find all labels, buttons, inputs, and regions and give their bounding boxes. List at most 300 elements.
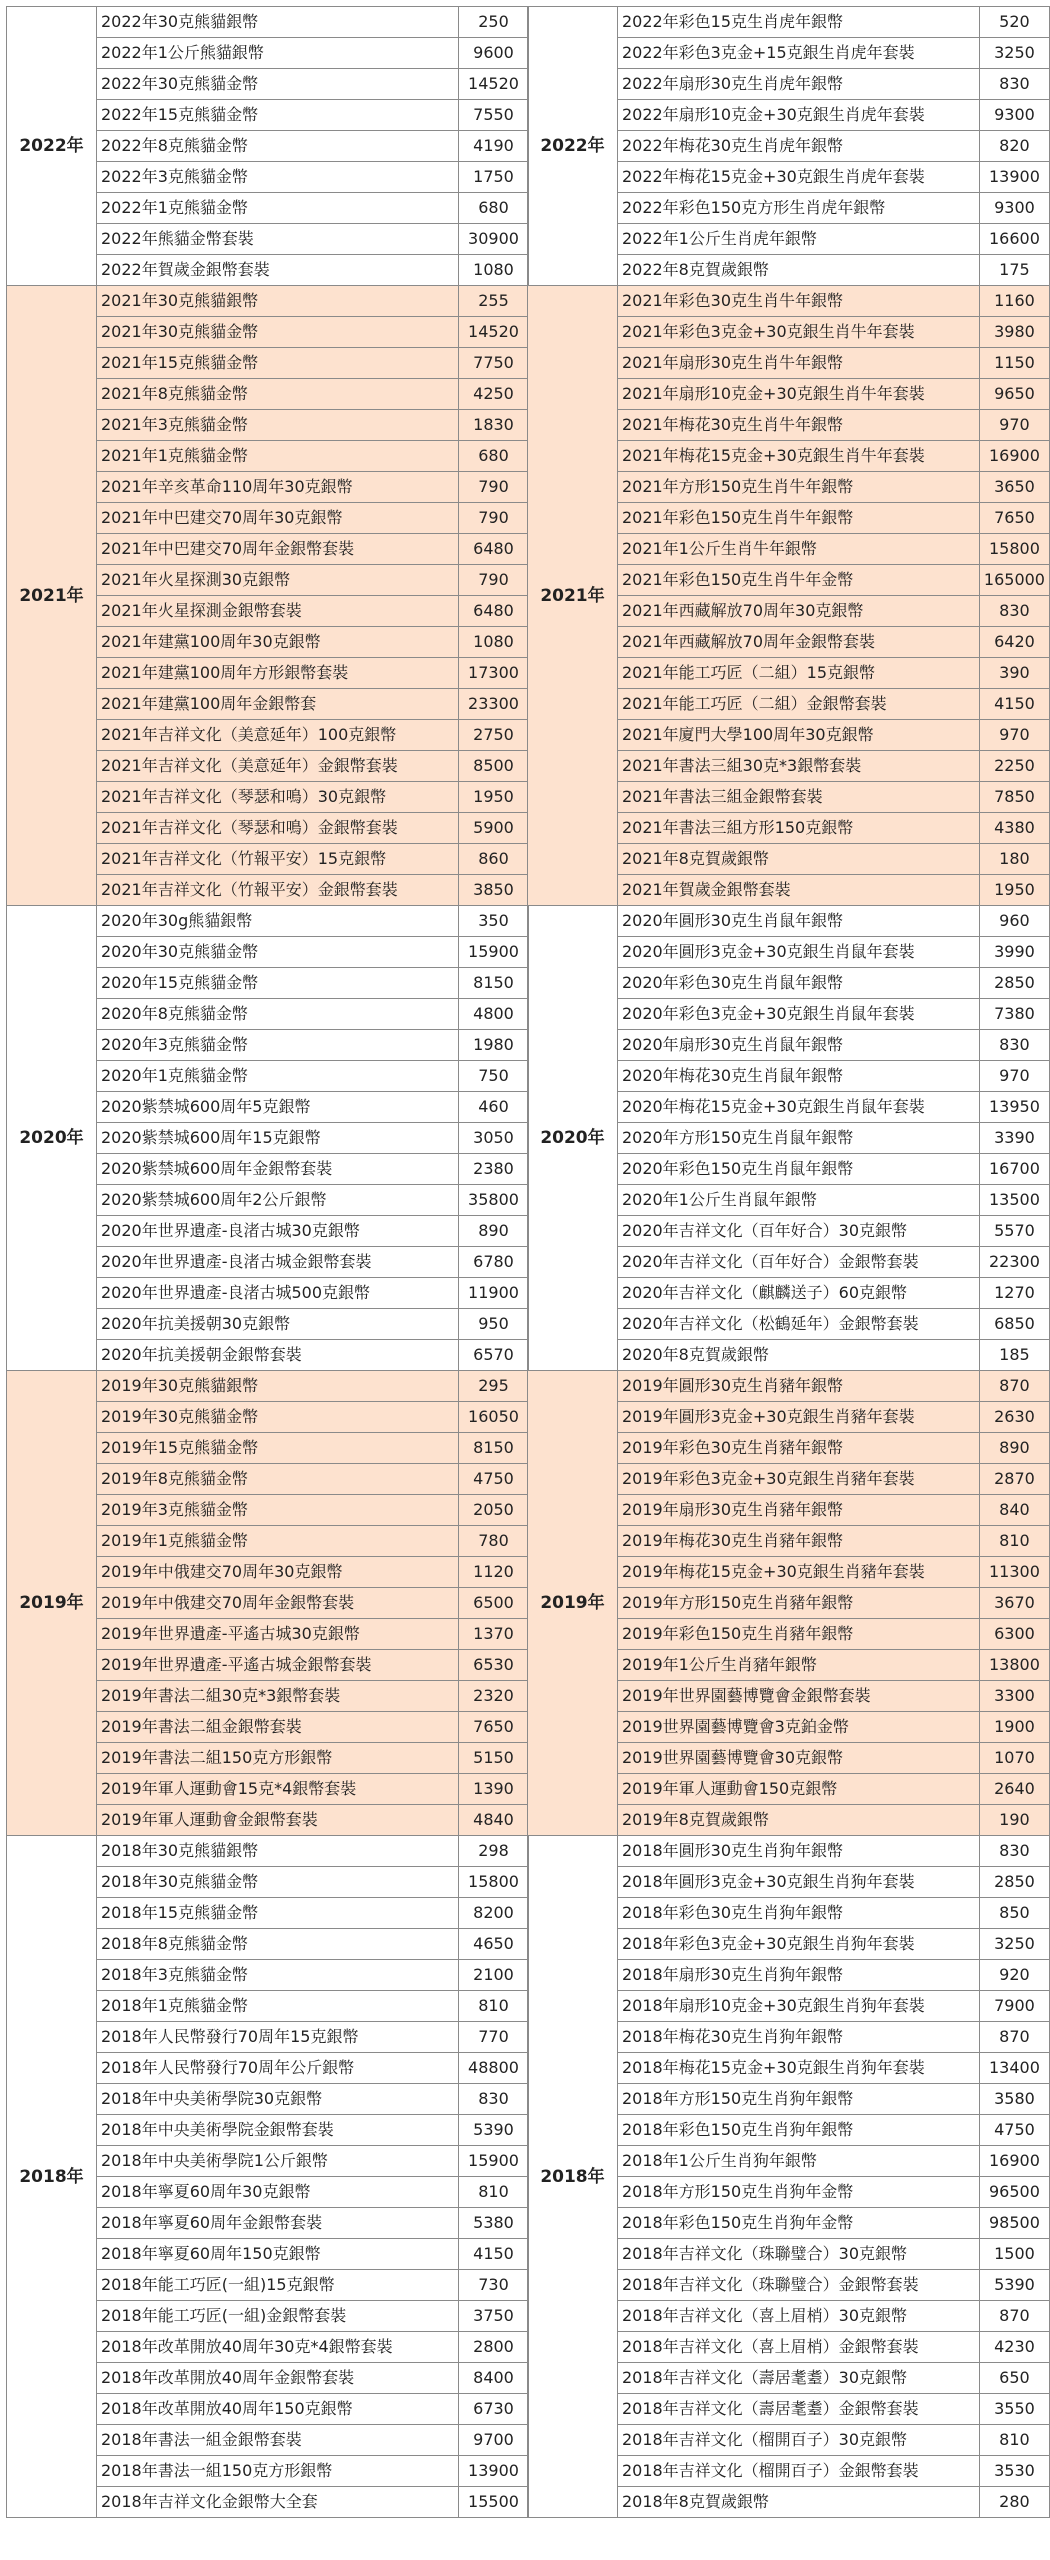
price-cell: 2320	[459, 1681, 529, 1712]
item-name-cell: 2022年15克熊貓金幣	[97, 100, 459, 131]
table-row	[528, 1371, 1050, 1402]
price-cell: 790	[459, 472, 529, 503]
price-cell: 2630	[979, 1402, 1049, 1433]
item-name-cell: 2021年彩色3克金+30克銀生肖牛年套裝	[617, 317, 979, 348]
table-row	[528, 286, 1050, 317]
price-cell: 1950	[459, 782, 529, 813]
item-name-cell: 2018年中央美術學院30克銀幣	[97, 2084, 459, 2115]
price-cell: 3390	[979, 1123, 1049, 1154]
item-name-cell: 2020年圓形3克金+30克銀生肖鼠年套裝	[617, 937, 979, 968]
price-cell: 5900	[459, 813, 529, 844]
price-cell: 840	[979, 1495, 1049, 1526]
price-cell: 14520	[459, 69, 529, 100]
item-name-cell: 2018年方形150克生肖狗年金幣	[617, 2177, 979, 2208]
price-cell: 13900	[459, 2456, 529, 2487]
price-cell: 5390	[459, 2115, 529, 2146]
price-cell: 14520	[459, 317, 529, 348]
price-cell: 4750	[979, 2115, 1049, 2146]
price-cell: 180	[979, 844, 1049, 875]
item-name-cell: 2018年彩色3克金+30克銀生肖狗年套裝	[617, 1929, 979, 1960]
item-name-cell: 2022年1公斤生肖虎年銀幣	[617, 224, 979, 255]
item-name-cell: 2018年吉祥文化（珠聯璧合）金銀幣套裝	[617, 2270, 979, 2301]
price-cell: 3530	[979, 2456, 1049, 2487]
year-cell: 2019年	[528, 1371, 618, 1836]
price-cell: 7850	[979, 782, 1049, 813]
price-cell: 9600	[459, 38, 529, 69]
price-cell: 8200	[459, 1898, 529, 1929]
item-name-cell: 2021年西藏解放70周年30克銀幣	[617, 596, 979, 627]
price-cell: 2050	[459, 1495, 529, 1526]
item-name-cell: 2018年中央美術學院1公斤銀幣	[97, 2146, 459, 2177]
price-cell: 15500	[459, 2487, 529, 2518]
item-name-cell: 2021年建黨100周年金銀幣套	[97, 689, 459, 720]
item-name-cell: 2021年8克熊貓金幣	[97, 379, 459, 410]
item-name-cell: 2019年15克熊貓金幣	[97, 1433, 459, 1464]
item-name-cell: 2020年彩色150克生肖鼠年銀幣	[617, 1154, 979, 1185]
item-name-cell: 2018年吉祥文化（喜上眉梢）金銀幣套裝	[617, 2332, 979, 2363]
item-name-cell: 2022年梅花15克金+30克銀生肖虎年套裝	[617, 162, 979, 193]
item-name-cell: 2021年書法三組方形150克銀幣	[617, 813, 979, 844]
price-cell: 1160	[979, 286, 1049, 317]
item-name-cell: 2019世界園藝博覽會3克鉑金幣	[617, 1712, 979, 1743]
table-row	[7, 286, 529, 317]
price-cell: 830	[459, 2084, 529, 2115]
item-name-cell: 2019年3克熊貓金幣	[97, 1495, 459, 1526]
item-name-cell: 2018年吉祥文化金銀幣大全套	[97, 2487, 459, 2518]
price-cell: 1830	[459, 410, 529, 441]
item-name-cell: 2018年彩色150克生肖狗年金幣	[617, 2208, 979, 2239]
item-name-cell: 2020年30g熊貓銀幣	[97, 906, 459, 937]
table-row	[7, 1371, 529, 1402]
price-cell: 3550	[979, 2394, 1049, 2425]
item-name-cell: 2018年改革開放40周年150克銀幣	[97, 2394, 459, 2425]
item-name-cell: 2019年軍人運動會金銀幣套裝	[97, 1805, 459, 1836]
price-cell: 16600	[979, 224, 1049, 255]
item-name-cell: 2019年梅花15克金+30克銀生肖豬年套裝	[617, 1557, 979, 1588]
price-cell: 175	[979, 255, 1049, 286]
price-cell: 520	[979, 7, 1049, 38]
price-cell: 1080	[459, 255, 529, 286]
item-name-cell: 2020年30克熊貓金幣	[97, 937, 459, 968]
price-cell: 6730	[459, 2394, 529, 2425]
item-name-cell: 2021年彩色150克生肖牛年銀幣	[617, 503, 979, 534]
item-name-cell: 2020年1克熊貓金幣	[97, 1061, 459, 1092]
price-cell: 16900	[979, 2146, 1049, 2177]
item-name-cell: 2019年軍人運動會150克銀幣	[617, 1774, 979, 1805]
price-cell: 165000	[979, 565, 1049, 596]
item-name-cell: 2019年8克熊貓金幣	[97, 1464, 459, 1495]
price-cell: 3650	[979, 472, 1049, 503]
price-cell: 6420	[979, 627, 1049, 658]
price-cell: 4800	[459, 999, 529, 1030]
price-cell: 8400	[459, 2363, 529, 2394]
item-name-cell: 2020年梅花15克金+30克銀生肖鼠年套裝	[617, 1092, 979, 1123]
item-name-cell: 2018年吉祥文化（榴開百子）30克銀幣	[617, 2425, 979, 2456]
price-cell: 770	[459, 2022, 529, 2053]
price-cell: 4380	[979, 813, 1049, 844]
price-cell: 2380	[459, 1154, 529, 1185]
item-name-cell: 2021年30克熊貓銀幣	[97, 286, 459, 317]
price-cell: 680	[459, 441, 529, 472]
price-cell: 48800	[459, 2053, 529, 2084]
price-cell: 650	[979, 2363, 1049, 2394]
item-name-cell: 2021年1克熊貓金幣	[97, 441, 459, 472]
item-name-cell: 2020年圓形30克生肖鼠年銀幣	[617, 906, 979, 937]
price-cell: 35800	[459, 1185, 529, 1216]
item-name-cell: 2019年書法二組150克方形銀幣	[97, 1743, 459, 1774]
price-cell: 790	[459, 565, 529, 596]
item-name-cell: 2018年彩色30克生肖狗年銀幣	[617, 1898, 979, 1929]
price-cell: 8150	[459, 968, 529, 999]
price-cell: 730	[459, 2270, 529, 2301]
price-cell: 298	[459, 1836, 529, 1867]
item-name-cell: 2019年方形150克生肖豬年銀幣	[617, 1588, 979, 1619]
price-cell: 13400	[979, 2053, 1049, 2084]
price-cell: 3990	[979, 937, 1049, 968]
year-cell: 2018年	[528, 1836, 618, 2518]
price-cell: 6570	[459, 1340, 529, 1371]
item-name-cell: 2020年15克熊貓金幣	[97, 968, 459, 999]
item-name-cell: 2018年書法一組金銀幣套裝	[97, 2425, 459, 2456]
price-cell: 190	[979, 1805, 1049, 1836]
item-name-cell: 2021年中巴建交70周年30克銀幣	[97, 503, 459, 534]
item-name-cell: 2021年30克熊貓金幣	[97, 317, 459, 348]
table-row	[7, 906, 529, 937]
price-cell: 1950	[979, 875, 1049, 906]
price-cell: 860	[459, 844, 529, 875]
price-cell: 4190	[459, 131, 529, 162]
price-cell: 1500	[979, 2239, 1049, 2270]
item-name-cell: 2019年書法二組金銀幣套裝	[97, 1712, 459, 1743]
item-name-cell: 2018年改革開放40周年30克*4銀幣套裝	[97, 2332, 459, 2363]
item-name-cell: 2018年人民幣發行70周年15克銀幣	[97, 2022, 459, 2053]
price-cell: 2100	[459, 1960, 529, 1991]
price-table-right	[527, 6, 1050, 2518]
item-name-cell: 2021年賀歲金銀幣套裝	[617, 875, 979, 906]
item-name-cell: 2018年梅花15克金+30克銀生肖狗年套裝	[617, 2053, 979, 2084]
price-cell: 6850	[979, 1309, 1049, 1340]
item-name-cell: 2019年世界園藝博覽會金銀幣套裝	[617, 1681, 979, 1712]
table-row	[7, 1836, 529, 1867]
price-cell: 96500	[979, 2177, 1049, 2208]
item-name-cell: 2020年3克熊貓金幣	[97, 1030, 459, 1061]
price-cell: 2850	[979, 1867, 1049, 1898]
item-name-cell: 2018年中央美術學院金銀幣套裝	[97, 2115, 459, 2146]
price-cell: 830	[979, 69, 1049, 100]
price-cell: 1390	[459, 1774, 529, 1805]
price-cell: 3980	[979, 317, 1049, 348]
item-name-cell: 2018年寧夏60周年30克銀幣	[97, 2177, 459, 2208]
price-cell: 7650	[979, 503, 1049, 534]
price-cell: 970	[979, 410, 1049, 441]
price-cell: 890	[459, 1216, 529, 1247]
item-name-cell: 2020年8克賀歲銀幣	[617, 1340, 979, 1371]
item-name-cell: 2020年抗美援朝金銀幣套裝	[97, 1340, 459, 1371]
price-cell: 1980	[459, 1030, 529, 1061]
item-name-cell: 2022年30克熊貓金幣	[97, 69, 459, 100]
price-cell: 13800	[979, 1650, 1049, 1681]
price-cell: 6480	[459, 534, 529, 565]
item-name-cell: 2021年梅花15克金+30克銀生肖牛年套裝	[617, 441, 979, 472]
item-name-cell: 2018年書法一組150克方形銀幣	[97, 2456, 459, 2487]
item-name-cell: 2020年吉祥文化（百年好合）金銀幣套裝	[617, 1247, 979, 1278]
item-name-cell: 2018年吉祥文化（榴開百子）金銀幣套裝	[617, 2456, 979, 2487]
item-name-cell: 2021年建黨100周年30克銀幣	[97, 627, 459, 658]
year-cell: 2020年	[528, 906, 618, 1371]
price-cell: 4650	[459, 1929, 529, 1960]
item-name-cell: 2021年火星探測30克銀幣	[97, 565, 459, 596]
price-cell: 850	[979, 1898, 1049, 1929]
item-name-cell: 2019年梅花30克生肖豬年銀幣	[617, 1526, 979, 1557]
item-name-cell: 2021年方形150克生肖牛年銀幣	[617, 472, 979, 503]
price-cell: 810	[459, 1991, 529, 2022]
item-name-cell: 2018年能工巧匠(一組)金銀幣套裝	[97, 2301, 459, 2332]
price-cell: 255	[459, 286, 529, 317]
item-name-cell: 2022年1克熊貓金幣	[97, 193, 459, 224]
table-row	[528, 7, 1050, 38]
item-name-cell: 2019年30克熊貓銀幣	[97, 1371, 459, 1402]
item-name-cell: 2018年圓形3克金+30克銀生肖狗年套裝	[617, 1867, 979, 1898]
item-name-cell: 2020紫禁城600周年5克銀幣	[97, 1092, 459, 1123]
price-cell: 970	[979, 720, 1049, 751]
item-name-cell: 2020年吉祥文化（麒麟送子）60克銀幣	[617, 1278, 979, 1309]
year-cell: 2022年	[528, 7, 618, 286]
price-cell: 350	[459, 906, 529, 937]
price-cell: 15900	[459, 937, 529, 968]
price-cell: 4750	[459, 1464, 529, 1495]
item-name-cell: 2020紫禁城600周年15克銀幣	[97, 1123, 459, 1154]
price-cell: 810	[979, 1526, 1049, 1557]
item-name-cell: 2019年世界遺產-平遙古城30克銀幣	[97, 1619, 459, 1650]
price-cell: 870	[979, 1371, 1049, 1402]
year-cell: 2019年	[7, 1371, 97, 1836]
price-cell: 3250	[979, 1929, 1049, 1960]
item-name-cell: 2018年扇形10克金+30克銀生肖狗年套裝	[617, 1991, 979, 2022]
item-name-cell: 2018年梅花30克生肖狗年銀幣	[617, 2022, 979, 2053]
item-name-cell: 2018年30克熊貓銀幣	[97, 1836, 459, 1867]
item-name-cell: 2021年西藏解放70周年金銀幣套裝	[617, 627, 979, 658]
item-name-cell: 2022年賀歲金銀幣套裝	[97, 255, 459, 286]
year-cell: 2022年	[7, 7, 97, 286]
price-cell: 4150	[459, 2239, 529, 2270]
item-name-cell: 2018年3克熊貓金幣	[97, 1960, 459, 1991]
price-cell: 13950	[979, 1092, 1049, 1123]
item-name-cell: 2018年能工巧匠(一組)15克銀幣	[97, 2270, 459, 2301]
price-cell: 1370	[459, 1619, 529, 1650]
item-name-cell: 2020年1公斤生肖鼠年銀幣	[617, 1185, 979, 1216]
item-name-cell: 2018年吉祥文化（壽居耄耋）30克銀幣	[617, 2363, 979, 2394]
item-name-cell: 2021年火星探測金銀幣套裝	[97, 596, 459, 627]
price-cell: 3050	[459, 1123, 529, 1154]
price-cell: 8500	[459, 751, 529, 782]
price-cell: 3300	[979, 1681, 1049, 1712]
item-name-cell: 2020年吉祥文化（松鶴延年）金銀幣套裝	[617, 1309, 979, 1340]
price-cell: 870	[979, 2022, 1049, 2053]
price-cell: 890	[979, 1433, 1049, 1464]
item-name-cell: 2021年扇形30克生肖牛年銀幣	[617, 348, 979, 379]
price-cell: 7900	[979, 1991, 1049, 2022]
price-cell: 1150	[979, 348, 1049, 379]
item-name-cell: 2022年30克熊貓銀幣	[97, 7, 459, 38]
price-cell: 250	[459, 7, 529, 38]
item-name-cell: 2021年書法三組金銀幣套裝	[617, 782, 979, 813]
price-cell: 2850	[979, 968, 1049, 999]
item-name-cell: 2021年吉祥文化（美意延年）金銀幣套裝	[97, 751, 459, 782]
item-name-cell: 2022年1公斤熊貓銀幣	[97, 38, 459, 69]
item-name-cell: 2018年人民幣發行70周年公斤銀幣	[97, 2053, 459, 2084]
item-name-cell: 2019年30克熊貓金幣	[97, 1402, 459, 1433]
price-cell: 17300	[459, 658, 529, 689]
price-cell: 2870	[979, 1464, 1049, 1495]
price-cell: 1070	[979, 1743, 1049, 1774]
item-name-cell: 2021年8克賀歲銀幣	[617, 844, 979, 875]
year-cell: 2020年	[7, 906, 97, 1371]
item-name-cell: 2019年1公斤生肖豬年銀幣	[617, 1650, 979, 1681]
item-name-cell: 2018年8克熊貓金幣	[97, 1929, 459, 1960]
item-name-cell: 2020年彩色3克金+30克銀生肖鼠年套裝	[617, 999, 979, 1030]
item-name-cell: 2021年建黨100周年方形銀幣套裝	[97, 658, 459, 689]
price-cell: 830	[979, 1030, 1049, 1061]
item-name-cell: 2018年方形150克生肖狗年銀幣	[617, 2084, 979, 2115]
item-name-cell: 2018年彩色150克生肖狗年銀幣	[617, 2115, 979, 2146]
item-name-cell: 2018年30克熊貓金幣	[97, 1867, 459, 1898]
item-name-cell: 2019年世界遺產-平遙古城金銀幣套裝	[97, 1650, 459, 1681]
price-cell: 7750	[459, 348, 529, 379]
price-cell: 1120	[459, 1557, 529, 1588]
price-cell: 2800	[459, 2332, 529, 2363]
item-name-cell: 2019年圓形3克金+30克銀生肖豬年套裝	[617, 1402, 979, 1433]
price-cell: 13500	[979, 1185, 1049, 1216]
price-cell: 750	[459, 1061, 529, 1092]
price-cell: 16900	[979, 441, 1049, 472]
item-name-cell: 2018年寧夏60周年150克銀幣	[97, 2239, 459, 2270]
price-cell: 920	[979, 1960, 1049, 1991]
price-cell: 7550	[459, 100, 529, 131]
price-cell: 9300	[979, 100, 1049, 131]
item-name-cell: 2021年吉祥文化（琴瑟和鳴）金銀幣套裝	[97, 813, 459, 844]
price-cell: 4150	[979, 689, 1049, 720]
item-name-cell: 2019年軍人運動會15克*4銀幣套裝	[97, 1774, 459, 1805]
price-cell: 3580	[979, 2084, 1049, 2115]
item-name-cell: 2018年改革開放40周年金銀幣套裝	[97, 2363, 459, 2394]
price-cell: 780	[459, 1526, 529, 1557]
price-cell: 11300	[979, 1557, 1049, 1588]
item-name-cell: 2018年吉祥文化（壽居耄耋）金銀幣套裝	[617, 2394, 979, 2425]
price-cell: 6500	[459, 1588, 529, 1619]
price-cell: 680	[459, 193, 529, 224]
price-cell: 3670	[979, 1588, 1049, 1619]
item-name-cell: 2021年中巴建交70周年金銀幣套裝	[97, 534, 459, 565]
price-cell: 13900	[979, 162, 1049, 193]
price-cell: 970	[979, 1061, 1049, 1092]
price-cell: 9300	[979, 193, 1049, 224]
item-name-cell: 2019年扇形30克生肖豬年銀幣	[617, 1495, 979, 1526]
price-cell: 5380	[459, 2208, 529, 2239]
item-name-cell: 2020年吉祥文化（百年好合）30克銀幣	[617, 1216, 979, 1247]
price-cell: 1080	[459, 627, 529, 658]
price-cell: 810	[459, 2177, 529, 2208]
price-table-left	[6, 6, 529, 2518]
price-cell: 7650	[459, 1712, 529, 1743]
item-name-cell: 2018年吉祥文化（喜上眉梢）30克銀幣	[617, 2301, 979, 2332]
item-name-cell: 2022年彩色3克金+15克銀生肖虎年套裝	[617, 38, 979, 69]
price-cell: 1900	[979, 1712, 1049, 1743]
price-cell: 295	[459, 1371, 529, 1402]
price-cell: 15900	[459, 2146, 529, 2177]
item-name-cell: 2020年梅花30克生肖鼠年銀幣	[617, 1061, 979, 1092]
price-cell: 23300	[459, 689, 529, 720]
price-cell: 185	[979, 1340, 1049, 1371]
item-name-cell: 2021年15克熊貓金幣	[97, 348, 459, 379]
item-name-cell: 2020年8克熊貓金幣	[97, 999, 459, 1030]
item-name-cell: 2022年3克熊貓金幣	[97, 162, 459, 193]
item-name-cell: 2019年中俄建交70周年30克銀幣	[97, 1557, 459, 1588]
item-name-cell: 2018年扇形30克生肖狗年銀幣	[617, 1960, 979, 1991]
price-cell: 6300	[979, 1619, 1049, 1650]
item-name-cell: 2019年彩色3克金+30克銀生肖豬年套裝	[617, 1464, 979, 1495]
price-cell: 3750	[459, 2301, 529, 2332]
item-name-cell: 2021年吉祥文化（竹報平安）15克銀幣	[97, 844, 459, 875]
item-name-cell: 2019年8克賀歲銀幣	[617, 1805, 979, 1836]
item-name-cell: 2018年吉祥文化（珠聯璧合）30克銀幣	[617, 2239, 979, 2270]
year-cell: 2018年	[7, 1836, 97, 2518]
price-cell: 22300	[979, 1247, 1049, 1278]
price-cell: 280	[979, 2487, 1049, 2518]
price-cell: 8150	[459, 1433, 529, 1464]
item-name-cell: 2019年圓形30克生肖豬年銀幣	[617, 1371, 979, 1402]
item-name-cell: 2019年彩色150克生肖豬年銀幣	[617, 1619, 979, 1650]
item-name-cell: 2021年書法三組30克*3銀幣套裝	[617, 751, 979, 782]
price-cell: 30900	[459, 224, 529, 255]
price-cell: 15800	[979, 534, 1049, 565]
price-cell: 5150	[459, 1743, 529, 1774]
item-name-cell: 2019年中俄建交70周年金銀幣套裝	[97, 1588, 459, 1619]
item-name-cell: 2019年彩色30克生肖豬年銀幣	[617, 1433, 979, 1464]
item-name-cell: 2018年8克賀歲銀幣	[617, 2487, 979, 2518]
item-name-cell: 2021年彩色30克生肖牛年銀幣	[617, 286, 979, 317]
item-name-cell: 2022年梅花30克生肖虎年銀幣	[617, 131, 979, 162]
price-cell: 9650	[979, 379, 1049, 410]
item-name-cell: 2019世界園藝博覽會30克銀幣	[617, 1743, 979, 1774]
price-cell: 5390	[979, 2270, 1049, 2301]
item-name-cell: 2020紫禁城600周年2公斤銀幣	[97, 1185, 459, 1216]
price-cell: 3250	[979, 38, 1049, 69]
price-cell: 830	[979, 1836, 1049, 1867]
price-cell: 4840	[459, 1805, 529, 1836]
price-cell: 16050	[459, 1402, 529, 1433]
price-cell: 11900	[459, 1278, 529, 1309]
item-name-cell: 2021年吉祥文化（琴瑟和鳴）30克銀幣	[97, 782, 459, 813]
price-cell: 16700	[979, 1154, 1049, 1185]
item-name-cell: 2018年寧夏60周年金銀幣套裝	[97, 2208, 459, 2239]
item-name-cell: 2022年彩色150克方形生肖虎年銀幣	[617, 193, 979, 224]
price-cell: 790	[459, 503, 529, 534]
price-cell: 1270	[979, 1278, 1049, 1309]
year-cell: 2021年	[528, 286, 618, 906]
price-cell: 6780	[459, 1247, 529, 1278]
price-cell: 6480	[459, 596, 529, 627]
price-cell: 820	[979, 131, 1049, 162]
item-name-cell: 2020年彩色30克生肖鼠年銀幣	[617, 968, 979, 999]
price-cell: 3850	[459, 875, 529, 906]
year-cell: 2021年	[7, 286, 97, 906]
item-name-cell: 2019年書法二組30克*3銀幣套裝	[97, 1681, 459, 1712]
item-name-cell: 2020年扇形30克生肖鼠年銀幣	[617, 1030, 979, 1061]
item-name-cell: 2021年1公斤生肖牛年銀幣	[617, 534, 979, 565]
price-cell: 4230	[979, 2332, 1049, 2363]
price-cell: 15800	[459, 1867, 529, 1898]
item-name-cell: 2021年能工巧匠（二組）15克銀幣	[617, 658, 979, 689]
